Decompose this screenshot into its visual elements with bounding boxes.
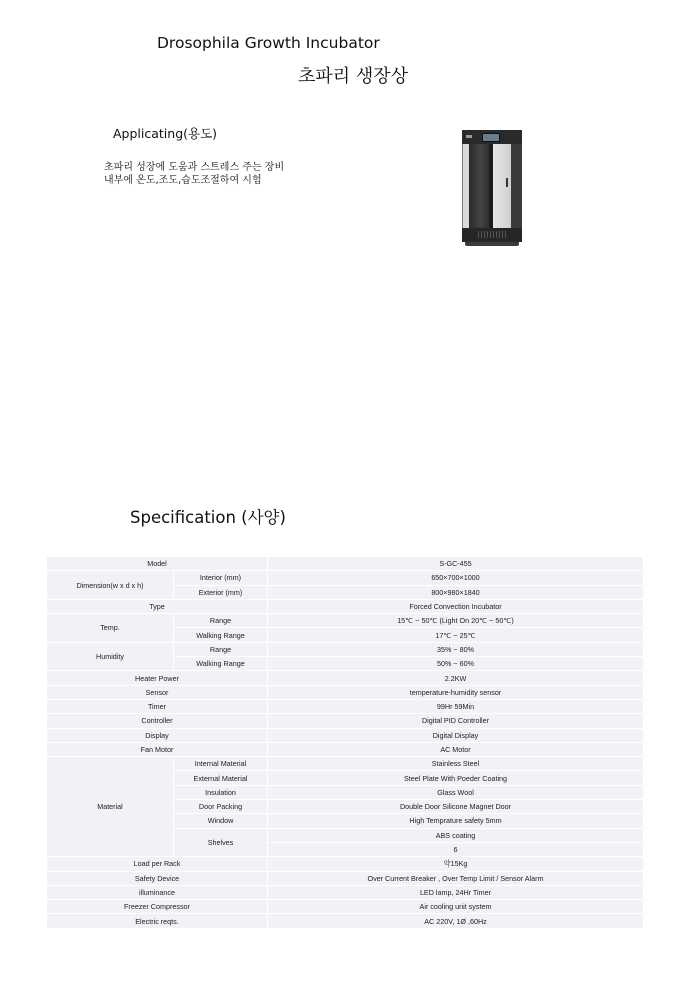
row-label: Type [47,600,268,614]
row-sublabel: Range [174,614,268,628]
description-line: 초파리 성장에 도움과 스트레스 주는 장비 [104,162,285,173]
row-value: 2.2KW [268,671,644,685]
row-value: AC Motor [268,743,644,757]
table-row [47,886,644,900]
table-row [47,872,644,886]
table-row [47,714,644,728]
row-value: Steel Plate With Poeder Coating [268,771,644,785]
row-value: 99Hr 59Min [268,700,644,714]
row-sublabel: Window [174,814,268,828]
row-value: 650×700×1000 [268,571,644,585]
applying-heading: Applicating(용도) [113,126,218,141]
row-label: Safety Device [47,872,268,886]
row-label: Freezer Compressor [47,900,268,914]
row-label: Model [47,557,268,571]
row-value: LED lamp, 24Hr Timer [268,886,644,900]
table-row [47,700,644,714]
specification-table [47,557,644,929]
specification-heading: Specification (사양) [130,508,286,527]
table-row [47,614,644,628]
product-title-korean: 초파리 생장상 [298,66,409,87]
table-row [47,914,644,928]
row-label: Fan Motor [47,743,268,757]
table-row [47,686,644,700]
table-row [47,757,644,771]
incubator-control-display [482,133,500,142]
table-row [47,571,644,585]
row-value: 약15Kg [268,857,644,871]
row-value: ABS coating [268,829,644,843]
row-label: Timer [47,700,268,714]
row-sublabel: Exterior (mm) [174,586,268,600]
row-sublabel: Walking Range [174,628,268,642]
row-sublabel: Door Packing [174,800,268,814]
row-value: Double Door Silicone Magnet Door [268,800,644,814]
row-label: Heater Power [47,671,268,685]
row-label: Dimension(w x d x h) [47,571,174,600]
row-sublabel: Insulation [174,786,268,800]
row-sublabel: Interior (mm) [174,571,268,585]
table-row [47,743,644,757]
row-sublabel: External Material [174,771,268,785]
table-row [47,557,644,571]
row-value: Over Current Breaker , Over Temp Limit / Sensor Alarm [268,872,644,886]
row-value: Forced Convection Incubator [268,600,644,614]
table-row [47,671,644,685]
row-value: temperature-humidity sensor [268,686,644,700]
row-value: 6 [268,843,644,857]
incubator-vent-grille [478,231,506,238]
table-row [47,600,644,614]
row-label: Sensor [47,686,268,700]
row-value: 15℃ ~ 50℃ (Light On 20℃ ~ 50℃) [268,614,644,628]
row-value: Stainless Steel [268,757,644,771]
table-row [47,900,644,914]
description-line: 내부에 온도,조도,습도조절하여 시험 [104,175,262,186]
row-label: Humidity [47,643,174,672]
incubator-right-side [511,144,522,228]
row-label: Display [47,729,268,743]
row-sublabel: Shelves [174,829,268,858]
row-label: Material [47,757,174,857]
row-value: Digital PID Controller [268,714,644,728]
row-value: High Temprature safety 5mm [268,814,644,828]
incubator-door-handle [506,178,508,187]
row-sublabel: Internal Material [174,757,268,771]
row-value: 50% ~ 60% [268,657,644,671]
row-label: illuminance [47,886,268,900]
row-sublabel: Range [174,643,268,657]
incubator-indicator-light [466,135,472,138]
incubator-product-image [462,130,522,248]
row-value: Digital Display [268,729,644,743]
row-value: S-GC-455 [268,557,644,571]
row-value: AC 220V, 1Ø ,60Hz [268,914,644,928]
product-title-english: Drosophila Growth Incubator [157,34,380,52]
row-label: Controller [47,714,268,728]
row-sublabel: Walking Range [174,657,268,671]
row-label: Electric reqts. [47,914,268,928]
table-row [47,643,644,657]
row-value: Glass Wool [268,786,644,800]
row-value: 800×980×1840 [268,586,644,600]
row-value: Air cooling unit system [268,900,644,914]
row-value: 17℃ ~ 25℃ [268,628,644,642]
incubator-left-door [469,144,489,228]
row-value: 35% ~ 80% [268,643,644,657]
applying-description [104,161,284,187]
incubator-right-door [493,144,512,228]
table-row [47,857,644,871]
table-row [47,729,644,743]
row-label: Temp. [47,614,174,643]
incubator-feet [465,242,519,246]
row-label: Load per Rack [47,857,268,871]
